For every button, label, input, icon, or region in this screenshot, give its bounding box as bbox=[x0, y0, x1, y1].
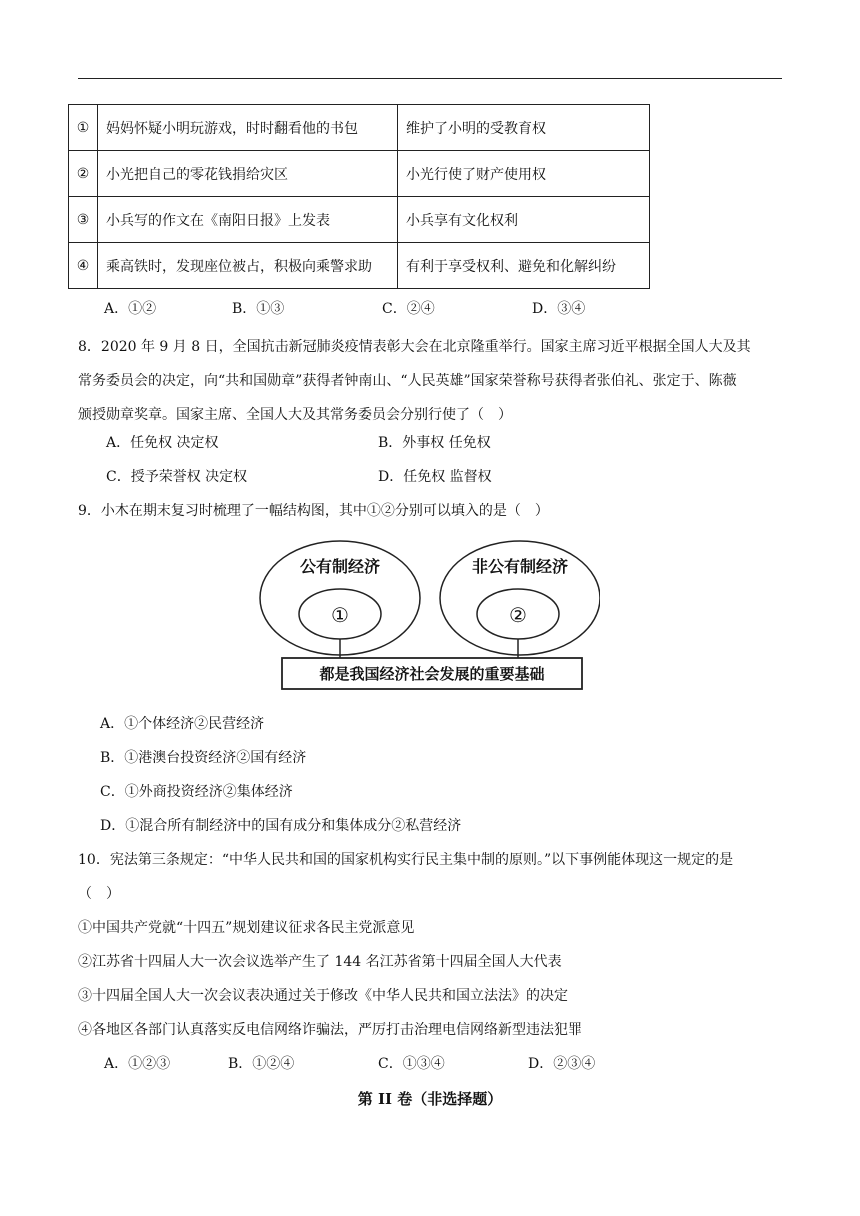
q10-stem-line-2: （ ） bbox=[78, 886, 120, 902]
q10-item-4: ④各地区各部门认真落实反电信网络诈骗法，严厉打击治理电信网络新型违法犯罪 bbox=[78, 1022, 582, 1038]
q10-item-1: ①中国共产党就“十四五”规划建议征求各民主党派意见 bbox=[78, 920, 415, 936]
q10-item-2: ②江苏省十四届人大一次会议选举产生了 144 名江苏省第十四届全国人大代表 bbox=[78, 954, 562, 970]
choice-b: B．①③ bbox=[232, 301, 285, 317]
row-analysis: 小兵享有文化权利 bbox=[398, 197, 650, 243]
row-case: 妈妈怀疑小明玩游戏，时时翻看他的书包 bbox=[98, 105, 398, 151]
table-row bbox=[69, 151, 650, 197]
row-analysis: 维护了小明的受教育权 bbox=[398, 105, 650, 151]
q8-stem-line-2: 常务委员会的决定，向“共和国勋章”获得者钟南山、“人民英雄”国家荣誉称号获得者张伯礼、张定于、陈薇 bbox=[78, 373, 737, 389]
row-analysis: 小光行使了财产使用权 bbox=[398, 151, 650, 197]
choice-b: B．①②④ bbox=[228, 1056, 295, 1072]
choice-d: D．③④ bbox=[532, 301, 586, 317]
non-public-ownership-label: 非公有制经济 bbox=[471, 557, 569, 576]
choice-d: D．②③④ bbox=[528, 1056, 596, 1072]
options-table bbox=[68, 104, 650, 289]
choice-c: C．②④ bbox=[382, 301, 435, 317]
public-ownership-label: 公有制经济 bbox=[299, 557, 381, 576]
table-row bbox=[69, 243, 650, 289]
q10-stem-line-1: 10．宪法第三条规定：“中华人民共和国的国家机构实行民主集中制的原则。”以下事例能体现这一规定的是 bbox=[78, 852, 734, 868]
q7-choices bbox=[104, 298, 585, 318]
q9-stem: 9．小木在期末复习时梳理了一幅结构图，其中①②分别可以填入的是（ ） bbox=[78, 503, 549, 519]
foundation-label: 都是我国经济社会发展的重要基础 bbox=[319, 665, 545, 683]
row-number: ③ bbox=[69, 197, 98, 243]
row-case: 乘高铁时，发现座位被占，积极向乘警求助 bbox=[98, 243, 398, 289]
q9-choice-c: C．①外商投资经济②集体经济 bbox=[100, 784, 293, 800]
q8-choice-b: B．外事权 任免权 bbox=[378, 435, 491, 451]
header-rule bbox=[78, 78, 782, 79]
q9-choice-b: B．①港澳台投资经济②国有经济 bbox=[100, 750, 307, 766]
q9-choice-d: D．①混合所有制经济中的国有成分和集体成分②私营经济 bbox=[100, 818, 462, 834]
row-analysis: 有利于享受权利、避免和化解纠纷 bbox=[398, 243, 650, 289]
q9-choice-a: A．①个体经济②民营经济 bbox=[100, 716, 265, 732]
q8-choice-d: D．任免权 监督权 bbox=[378, 469, 492, 485]
row-number: ② bbox=[69, 151, 98, 197]
choice-a: A．①②③ bbox=[104, 1056, 171, 1072]
choice-c: C．①③④ bbox=[378, 1056, 445, 1072]
row-case: 小兵写的作文在《南阳日报》上发表 bbox=[98, 197, 398, 243]
economy-structure-diagram bbox=[250, 538, 600, 694]
q8-stem-line-1: 8．2020 年 9 月 8 日，全国抗击新冠肺炎疫情表彰大会在北京隆重举行。国家主席习近平根据全国人大及其 bbox=[78, 339, 751, 355]
left-inner-label: ① bbox=[331, 603, 349, 627]
right-inner-label: ② bbox=[509, 603, 527, 627]
row-number: ④ bbox=[69, 243, 98, 289]
choice-a: A．①② bbox=[104, 301, 157, 317]
q8-choice-a: A．任免权 决定权 bbox=[106, 435, 219, 451]
table-row bbox=[69, 105, 650, 151]
section-title: 第 II 卷（非选择题） bbox=[357, 1090, 503, 1108]
q8-stem-line-3: 颁授勋章奖章。国家主席、全国人大及其常务委员会分别行使了（ ） bbox=[78, 407, 512, 423]
row-number: ① bbox=[69, 105, 98, 151]
row-case: 小光把自己的零花钱捐给灾区 bbox=[98, 151, 398, 197]
q10-choices bbox=[104, 1053, 595, 1073]
q10-item-3: ③十四届全国人大一次会议表决通过关于修改《中华人民共和国立法法》的决定 bbox=[78, 988, 568, 1004]
q8-choice-c: C．授予荣誉权 决定权 bbox=[106, 469, 248, 485]
table-row bbox=[69, 197, 650, 243]
